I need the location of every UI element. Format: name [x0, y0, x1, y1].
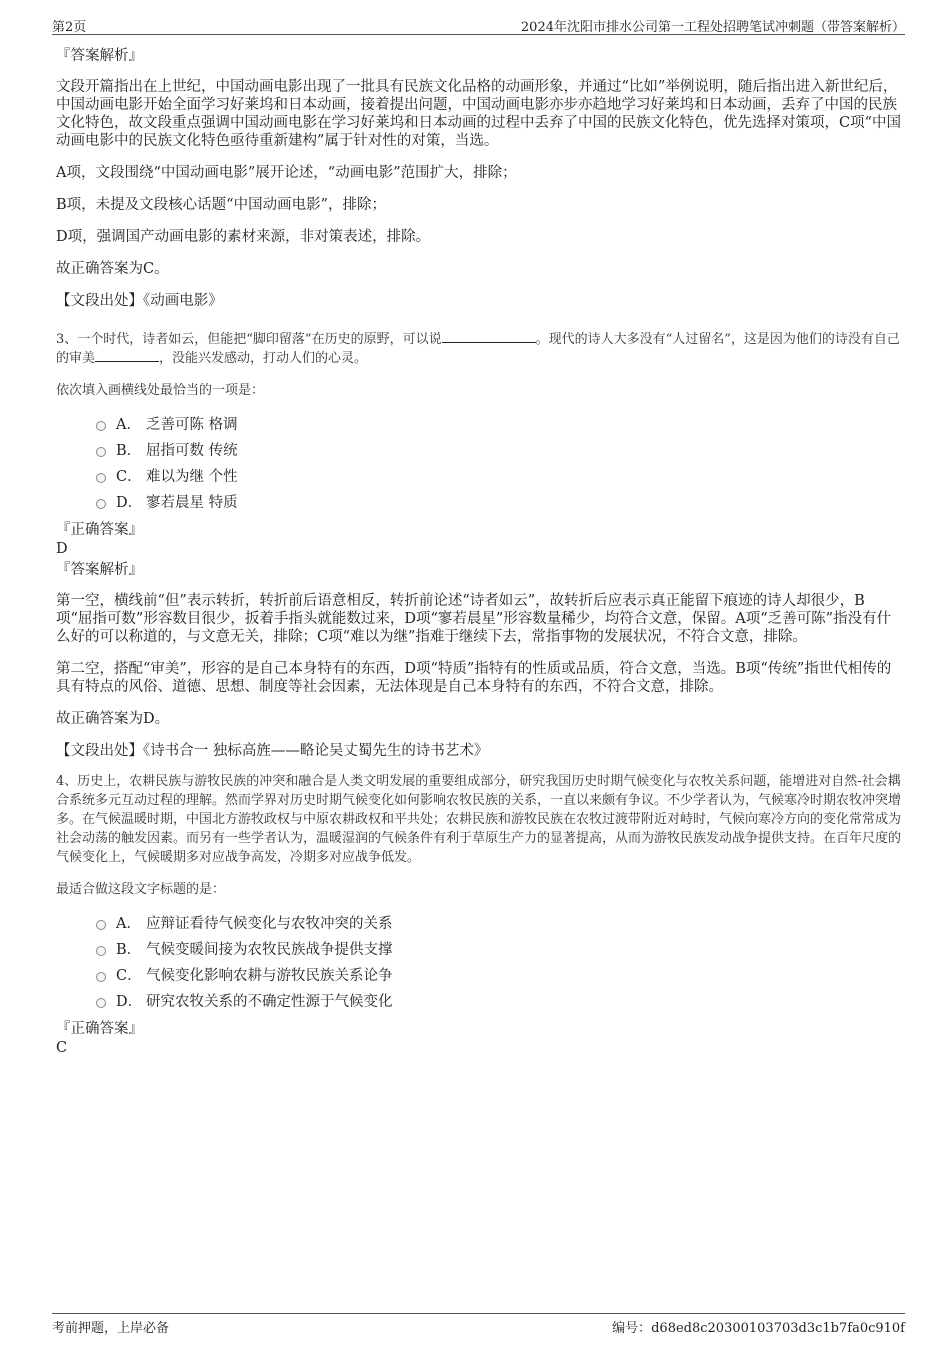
- conclusion: 故正确答案为C。: [56, 261, 169, 277]
- analysis-tag: 『答案解析』: [56, 48, 143, 64]
- page-footer: [52, 1313, 905, 1338]
- answer: C: [56, 1040, 68, 1056]
- analysis-paragraph: 文段开篇指出在上世纪，中国动画电影出现了一批具有民族文化品格的动画形象，并通过“比如”举例说明，随后指出进入新世纪后，中国动画电影开始全面学习好莱坞和日本动画，接着提出问题，中国动画电影亦步亦趋地学习好莱坞和日本动画，丢弃了中国的民族文化特色，故文段重点强调中国动画电影在学习好莱坞和日本动画的过程中丢弃了中国的民族文化特色，优先选择对策项，C项“中国动画电影中的民族文化特色亟待重新建构”属于针对性的对策，当选。: [56, 79, 902, 149]
- page-header: [52, 14, 905, 35]
- option-d[interactable]: D． 寥若晨星 特质: [96, 490, 901, 516]
- radio-icon[interactable]: [96, 499, 106, 509]
- radio-icon[interactable]: [96, 447, 106, 457]
- analysis-tag: 『答案解析』: [56, 562, 143, 578]
- question-3-instruction: 依次填入画横线处最恰当的一项是：: [56, 383, 265, 398]
- analysis-paragraph-1: 第一空，横线前“但”表示转折，转折前后语意相反，转折前论述“诗者如云”，故转折后应表示真正能留下痕迹的诗人却很少，B项“屈指可数”形容数目很少，扳着手指头就能数过来，D项“寥若晨星”形容数量稀少，均符合文意，保留。A项“乏善可陈”指没有什么好的可以称道的，与文意无关，排除；C项“难以为继”指难于继续下去，常指事物的发展状况，不符合文意，排除。: [56, 593, 892, 645]
- question-3-stem: [56, 330, 901, 368]
- analysis-option-a: A项，文段围绕“中国动画电影”展开论述，“动画电影”范围扩大，排除；: [56, 165, 517, 181]
- option-b[interactable]: B． 气候变暖间接为农牧民族战争提供支撑: [96, 937, 901, 963]
- radio-icon[interactable]: [96, 421, 106, 431]
- analysis-paragraph-2: 第二空，搭配“审美”，形容的是自己本身特有的东西，D项“特质”指特有的性质或品质，符合文意，当选。B项“传统”指世代相传的具有特点的风俗、道德、思想、制度等社会因素，无法体现是自己本身特有的东西，不符合文意，排除。: [56, 661, 892, 695]
- stem-part-3: ，没能兴发感动，打动人们的心灵。: [159, 351, 368, 366]
- analysis-option-b: B项，未提及文段核心话题“中国动画电影”，排除；: [56, 197, 386, 213]
- fill-blank-2: [95, 349, 159, 362]
- radio-icon[interactable]: [96, 972, 106, 982]
- option-d[interactable]: D． 研究农牧关系的不确定性源于气候变化: [96, 989, 901, 1015]
- source: 【文段出处】《诗书合一 独标高旌——略论吴丈蜀先生的诗书艺术》: [56, 743, 489, 759]
- stem-part-2: 。现代的诗人大多没有“人过留名”，这是因为他们的诗没有自己的审美: [56, 332, 900, 366]
- answer-tag: 『正确答案』: [56, 1021, 143, 1037]
- analysis-option-d: D项，强调国产动画电影的素材来源，非对策表述，排除。: [56, 229, 431, 245]
- option-a[interactable]: A． 乏善可陈 格调: [96, 412, 901, 438]
- question-4-options: [56, 911, 901, 1015]
- radio-icon[interactable]: [96, 946, 106, 956]
- source: 【文段出处】《动画电影》: [56, 293, 223, 309]
- question-4-instruction: 最适合做这段文字标题的是：: [56, 882, 226, 897]
- document-serial: 编号：d68ed8c20300103703d3c1b7fa0c910f: [612, 1321, 905, 1336]
- page-content: [56, 46, 901, 1057]
- stem-part-1: 3、一个时代，诗者如云，但能把“脚印留落”在历史的原野，可以说: [56, 332, 442, 347]
- radio-icon[interactable]: [96, 998, 106, 1008]
- document-title: 2024年沈阳市排水公司第一工程处招聘笔试冲刺题（带答案解析）: [520, 20, 905, 35]
- question-4-stem: 4、历史上，农耕民族与游牧民族的冲突和融合是人类文明发展的重要组成部分，研究我国历史时期气候变化与农牧关系问题，能增进对自然-社会耦合系统多元互动过程的理解。然而学界对历史时期气候变化如何影响农牧民族的关系，一直以来颇有争议。不少学者认为，气候寒冷时期农牧冲突增多。在气候温暖时期，中国北方游牧政权与中原农耕政权和平共处；农耕民族和游牧民族在农牧过渡带附近对峙时，气候向寒冷方向的变化常常成为社会动荡的触发因素。而另有一些学者认为，温暖湿润的气候条件有利于草原生产力的显著提高，从而为游牧民族发动战争提供支持。在百年尺度的气候变化上，气候暖期多对应战争高发，冷期多对应战争低发。: [56, 774, 902, 865]
- answer: D: [56, 541, 68, 557]
- option-a[interactable]: A． 应辩证看待气候变化与农牧冲突的关系: [96, 911, 901, 937]
- fill-blank-1: [442, 330, 536, 343]
- question-3-options: [56, 412, 901, 516]
- answer-tag: 『正确答案』: [56, 522, 143, 538]
- option-c[interactable]: C． 气候变化影响农耕与游牧民族关系论争: [96, 963, 901, 989]
- page-number: 第2页: [52, 20, 87, 35]
- option-c[interactable]: C． 难以为继 个性: [96, 464, 901, 490]
- radio-icon[interactable]: [96, 473, 106, 483]
- radio-icon[interactable]: [96, 920, 106, 930]
- option-b[interactable]: B． 屈指可数 传统: [96, 438, 901, 464]
- footer-slogan: 考前押题，上岸必备: [52, 1321, 170, 1336]
- conclusion: 故正确答案为D。: [56, 711, 170, 727]
